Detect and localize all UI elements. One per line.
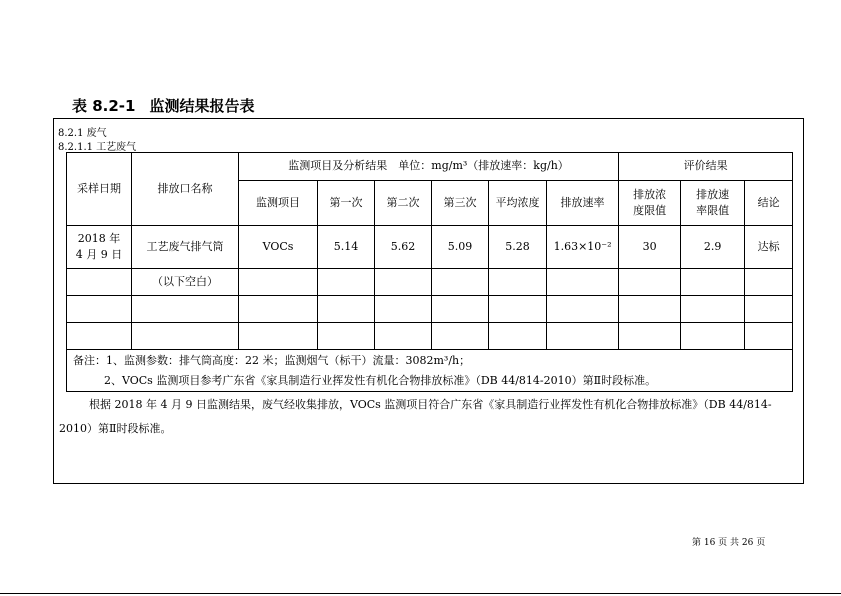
cell-item: VOCs bbox=[239, 226, 318, 269]
cell-rate: 1.63×10⁻² bbox=[547, 226, 619, 269]
table-title bbox=[72, 95, 254, 116]
header-second: 第二次 bbox=[375, 181, 432, 226]
header-eval-group: 评价结果 bbox=[619, 153, 793, 181]
page-bottom-rule bbox=[0, 593, 841, 594]
table-row bbox=[67, 269, 793, 296]
cell-conclusion: 达标 bbox=[745, 226, 793, 269]
header-third: 第三次 bbox=[432, 181, 489, 226]
header-conc-limit: 排放浓度限值 bbox=[619, 181, 681, 226]
cell-date: 2018 年 4 月 9 日 bbox=[67, 226, 132, 269]
cell-rate-limit: 2.9 bbox=[681, 226, 745, 269]
monitoring-results-table bbox=[66, 152, 793, 392]
header-row-1 bbox=[67, 153, 793, 181]
cell-conc-limit: 30 bbox=[619, 226, 681, 269]
note-line-2: 2、VOCs 监测项目参考广东省《家具制造行业挥发性有机化合物排放标准》（DB 44/814-2010）第Ⅱ时段标准。 bbox=[104, 373, 657, 387]
cell-outlet: 工艺废气排气筒 bbox=[132, 226, 239, 269]
cell-third: 5.09 bbox=[432, 226, 489, 269]
blank-note: （以下空白） bbox=[132, 269, 239, 296]
notes-row bbox=[67, 350, 793, 392]
header-sampling-date: 采样日期 bbox=[67, 153, 132, 226]
conclusion-paragraph: 根据 2018 年 4 月 9 日监测结果，废气经收集排放，VOCs 监测项目符合广东省《家具制造行业挥发性有机化合物排放标准》（DB 44/814-2010）第Ⅱ时段标准。 bbox=[59, 398, 772, 435]
cell-second: 5.62 bbox=[375, 226, 432, 269]
page-number: 第 16 页 共 26 页 bbox=[692, 538, 766, 548]
header-item: 监测项目 bbox=[239, 181, 318, 226]
table-caption: 监测结果报告表 bbox=[149, 97, 255, 115]
notes bbox=[67, 350, 793, 392]
section-waste-gas: 8.2.1 废气 bbox=[58, 128, 107, 139]
header-rate: 排放速率 bbox=[547, 181, 619, 226]
cell-avg: 5.28 bbox=[489, 226, 547, 269]
header-first: 第一次 bbox=[318, 181, 375, 226]
header-avg: 平均浓度 bbox=[489, 181, 547, 226]
header-outlet-name: 排放口名称 bbox=[132, 153, 239, 226]
table-row bbox=[67, 296, 793, 323]
section-process-gas: 8.2.1.1 工艺废气 bbox=[58, 142, 137, 153]
cell-first: 5.14 bbox=[318, 226, 375, 269]
table-number: 表 8.2-1 bbox=[72, 97, 136, 115]
header-analysis-group: 监测项目及分析结果 单位：mg/m³（排放速率：kg/h） bbox=[239, 153, 619, 181]
table-row bbox=[67, 323, 793, 350]
header-rate-limit: 排放速率限值 bbox=[681, 181, 745, 226]
note-line-1: 备注：1、监测参数：排气筒高度：22 米；监测烟气（标干）流量：3082m³/h； bbox=[73, 354, 471, 368]
table-row bbox=[67, 226, 793, 269]
header-conclusion: 结论 bbox=[745, 181, 793, 226]
